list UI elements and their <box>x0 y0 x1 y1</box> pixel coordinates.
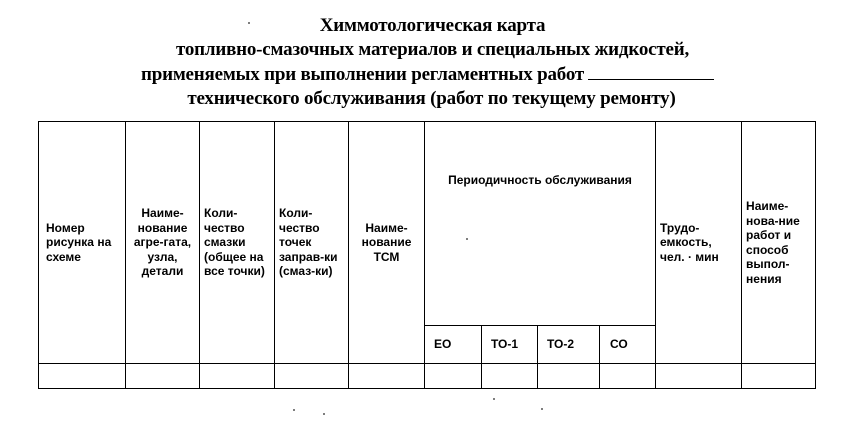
cell-work-description[interactable] <box>742 364 816 389</box>
chemmotology-card-table <box>38 121 816 389</box>
cell-tsm-name[interactable] <box>349 364 425 389</box>
scan-speck <box>293 409 295 411</box>
period-to1: ТО-1 <box>482 326 538 364</box>
scan-speck <box>493 398 495 400</box>
title-line-3-text: применяемых при выполнении регламентных работ <box>140 64 585 85</box>
cell-unit-name[interactable] <box>126 364 200 389</box>
table-header-row <box>39 122 816 326</box>
cell-eo[interactable] <box>425 364 482 389</box>
header-labor-intensity: Трудо-емкость, чел. · мин <box>656 122 742 364</box>
header-lubricant-quantity: Коли-чество смазки (общее на все точки) <box>200 122 275 364</box>
period-to2: ТО-2 <box>538 326 600 364</box>
cell-co[interactable] <box>600 364 656 389</box>
title-line-3 <box>0 61 845 87</box>
header-figure-number: Номер рисунка на схеме <box>39 122 126 364</box>
header-tsm-name: Наиме-нование ТСМ <box>349 122 425 364</box>
header-work-description: Наиме-нова-ние работ и способ выпол-нения <box>742 122 816 364</box>
scan-speck <box>541 408 543 410</box>
header-unit-name: Наиме-нование агре-гата, узла, детали <box>126 122 200 364</box>
table-row <box>39 364 816 389</box>
cell-figure-number[interactable] <box>39 364 126 389</box>
scan-speck <box>248 22 250 24</box>
period-eo: ЕО <box>425 326 482 364</box>
cell-lubricant-quantity[interactable] <box>200 364 275 389</box>
header-service-periodicity: Периодичность обслуживания <box>425 122 656 326</box>
scan-speck <box>466 238 468 240</box>
header-lube-points: Коли-чество точек заправ-ки (смаз-ки) <box>275 122 349 364</box>
cell-lube-points[interactable] <box>275 364 349 389</box>
cell-to2[interactable] <box>538 364 600 389</box>
title-line-4: технического обслуживания (работ по текущему ремонту) <box>187 87 676 109</box>
title-line-2: топливно-смазочных материалов и специальных жидкостей, <box>175 38 690 60</box>
title-line-1: Химмотологическая карта <box>319 15 546 36</box>
blank-fill-line[interactable] <box>588 61 714 80</box>
cell-to1[interactable] <box>482 364 538 389</box>
period-co: СО <box>600 326 656 364</box>
document-title <box>0 14 845 110</box>
scan-speck <box>323 413 325 415</box>
cell-labor-intensity[interactable] <box>656 364 742 389</box>
